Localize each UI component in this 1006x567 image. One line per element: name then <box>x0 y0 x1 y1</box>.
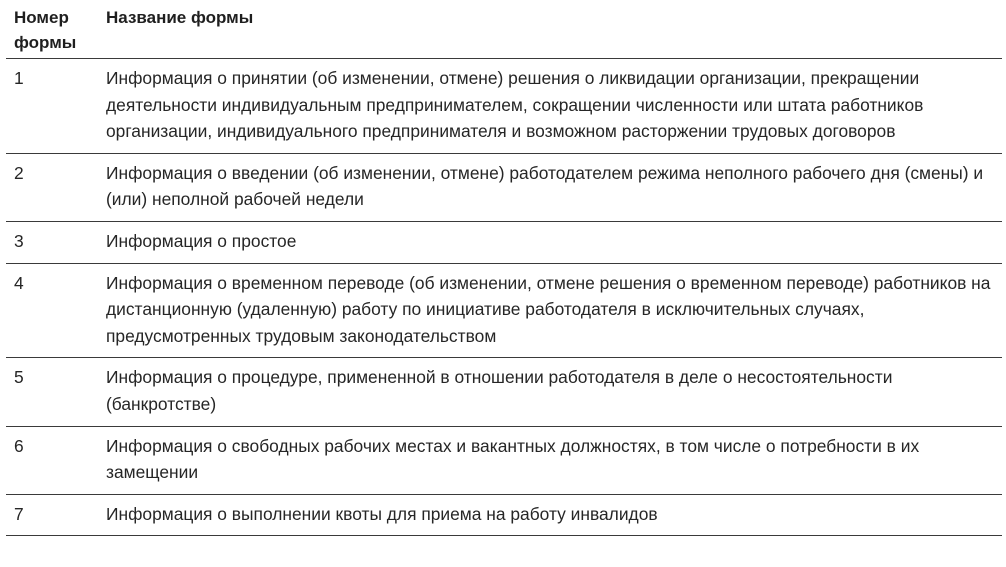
table-row <box>6 264 1002 359</box>
table-row <box>6 222 1002 264</box>
row-name: Информация о временном переводе (об изменении, отмене решения о временном переводе) работников на дистанционную (удаленную) работу по инициативе работодателя в исключительных случаях, предусмотренных трудовым законодательством <box>106 272 991 346</box>
row-number: 5 <box>14 367 24 388</box>
header-number: Номер формы <box>14 8 77 52</box>
table-row <box>6 154 1002 222</box>
row-name: Информация о введении (об изменении, отмене) работодателем режима неполного рабочего дня (смены) и (или) неполной рабочей недели <box>106 162 984 210</box>
row-number: 4 <box>14 272 24 293</box>
header-name: Название формы <box>106 8 254 27</box>
row-number: 6 <box>14 435 24 456</box>
row-number: 3 <box>14 230 24 251</box>
row-name: Информация о принятии (об изменении, отмене) решения о ликвидации организации, прекращении деятельности индивидуальным предпринимателем, сокращении численности или штата работников организации, индивидуального предпринимателя и возможном расторжении трудовых договоров <box>106 68 924 142</box>
row-number: 7 <box>14 503 24 524</box>
forms-table <box>6 0 1002 536</box>
row-number: 1 <box>14 68 24 88</box>
row-name: Информация о выполнении квоты для приема на работу инвалидов <box>106 503 658 524</box>
table-row <box>6 59 1002 154</box>
table-row <box>6 358 1002 426</box>
row-name: Информация о свободных рабочих местах и вакантных должностях, в том числе о потребности в их замещении <box>106 435 920 483</box>
row-name: Информация о простое <box>106 230 297 251</box>
table-row <box>6 495 1002 537</box>
table-header-row <box>6 0 1002 59</box>
table-row <box>6 427 1002 495</box>
row-number: 2 <box>14 162 24 183</box>
row-name: Информация о процедуре, примененной в отношении работодателя в деле о несостоятельности (банкротстве) <box>106 367 893 414</box>
